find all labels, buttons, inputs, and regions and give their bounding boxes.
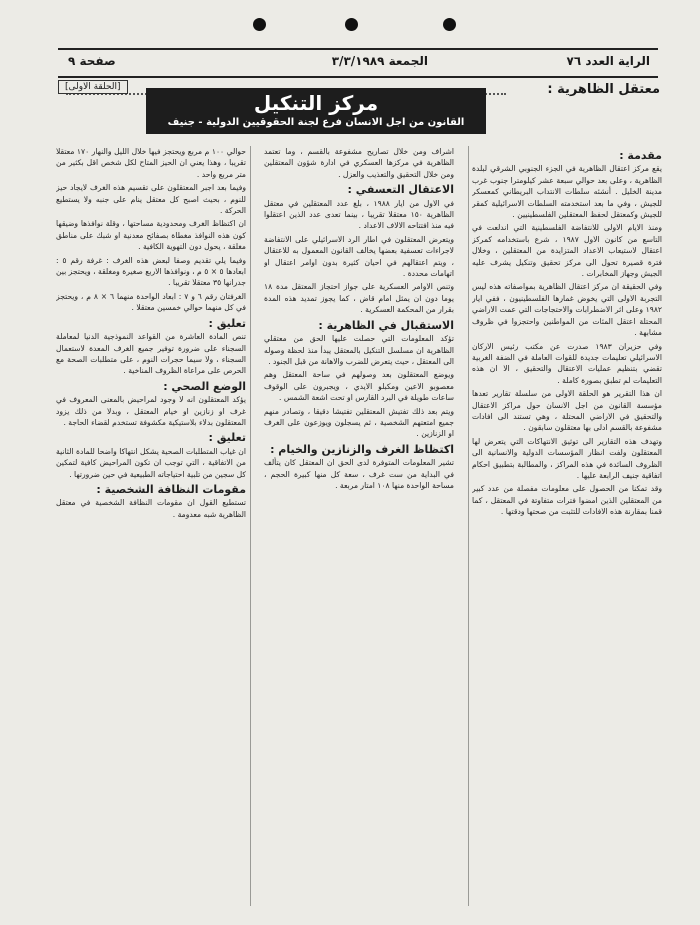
paragraph: وتنص الاوامر العسكرية على جواز احتجاز المعتقل مدة ١٨ يوما دون ان يمثل امام قاض ، كما يجوز تمديد هذه المدة بقرار من المحكمة العسكرية . (264, 282, 454, 315)
section-heading: تعليق : (208, 316, 246, 330)
page-number: صفحة ٩ (68, 54, 116, 68)
paragraph: وقد تمكنا من الحصول على معلومات مفصلة من عدد كبير من المعتقلين الذين امضوا فترات متفاوتة في المعتقل ، كما قمنا بمقارنة هذه الافادات للتثبت من صحتها ودقتها . (472, 484, 662, 517)
series-label: [الحلقة الاولى] (58, 80, 128, 94)
headline-subtitle: القانون من اجل الانسان فرع لجنة الحقوقيين الدولية - جنيف (167, 117, 465, 128)
paragraph: اشراف ومن خلال تصاريح مشفوعة بالقسم ، وما تعتمد الظاهرية في مركزها العسكري في ادارة شؤون المعتقلين ومن خلال التحقيق والتعذيب والعزل . (264, 147, 454, 179)
paragraph: يقع مركز اعتقال الظاهرية في الجزء الجنوبي الشرقي لبلدة الظاهرية ، وعلى بعد حوالي سبعة عشر كيلومترا جنوب غرب مدينة الخليل . أنشئه سلطات الانتداب البريطاني كمعسكر للجيش ، وفي ما بعد استخدمته السلطات الاسرائيلية كمقر للجيش وكمعتقل لحفظ المعتقلين الفلسطينيين . (472, 164, 662, 220)
paragraph: تؤكد المعلومات التي حصلت عليها الحق من معتقلي الظاهرية ان مسلسل التنكيل بالمعتقل يبدأ منذ لحظة وصوله الى المعتقل ، حيث يتعرض للضرب والاهانة من قبل الجنود . (264, 334, 454, 366)
article-column-3 (56, 146, 246, 906)
paragraph: وفيما بعد اجبر المعتقلون على تقسيم هذه الغرف لايجاد حيز للنوم ، بحيث اصبح كل معتقل ينام على جنبه ولا يستطيع الحركة . (56, 183, 246, 216)
issue-number: الراية العدد ٧٦ (566, 54, 650, 68)
paragraph: وفيما يلي تقديم وصفا لبعض هذه الغرف : غرفة رقم ٥ : ابعادها ٥ × ٥ م ، ونوافذها الاربع صغيرة ومغلقة ، ويحتجز بين جدرانها ٣٥ معتقلا تقريبا . (56, 255, 246, 288)
paragraph: ويوضع المعتقلون بعد وصولهم في ساحة المعتقل وهم معصوبو الاعين ومكبلو الايدي ، ويجبرون على الوقوف ساعات طويلة في البرد القارس او تحت اشعة الشمس . (264, 370, 454, 403)
paragraph: الغرفتان رقم ٦ و ٧ : ابعاد الواحدة منهما ٦ × ٨ م ، ويحتجز في كل منهما حوالي خمسين معتقلا . (56, 291, 246, 313)
article-column-1 (472, 146, 662, 906)
column-divider (250, 146, 251, 906)
paragraph: وفي حزيران ١٩٨٣ صدرت عن مكتب رئيس الاركان الاسرائيلي تعليمات جديدة للقوات العاملة في الضفة الغربية تقضي بتنظيم عمليات الاعتقال والتحقيق ، الا ان هذه التعليمات لم تطبق بصورة كاملة . (472, 341, 662, 385)
headline-banner (146, 88, 486, 134)
binder-hole-center (345, 18, 358, 31)
paragraph: ويتم بعد ذلك تفتيش المعتقلين تفتيشا دقيقا ، وتصادر منهم جميع امتعتهم الشخصية ، ثم يسجلون ويوزعون على الغرف او الزنازين . (264, 406, 454, 439)
headline-title: مركز التنكيل (253, 91, 379, 115)
section-heading: مقومات النظافة الشخصية : (96, 482, 246, 496)
paragraph: ان اكتظاظ الغرف ومحدودية مساحتها ، وقلة نوافذها وضيقها كون هذه النوافذ مغطاة بصفائح معدنية او شبك على مناطق مغلقة ، يحول دون التهوية الكافية . (56, 219, 246, 252)
paragraph: ومنذ الايام الاولى للانتفاضة الفلسطينية التي اندلعت في التاسع من كانون الاول ١٩٨٧ ، شرع باستخدامه كمركز اعتقال لاستيعاب الاعداد المتزايدة من المعتقلين ، وخلال فترة قصيرة تحول الى مركز تحقيق وتنكيل يشرف عليه الجيش وجهاز المخابرات . (472, 223, 662, 279)
section-heading: الاستقبال في الظاهرية : (318, 318, 454, 332)
paragraph: وتهدف هذه التقارير الى توثيق الانتهاكات التي يتعرض لها المعتقلون ولفت انظار المؤسسات الدولية والانسانية الى الظروف السائدة في هذه المراكز ، والمطالبة بتطبيق احكام اتفاقية جنيف الرابعة عليها . (472, 436, 662, 480)
article-column-2 (264, 146, 454, 906)
paragraph: ويتعرض المعتقلون في اطار الرد الاسرائيلي على الانتفاضة لاجراءات تعسفية بعضها يخالف القانون المعمول به للاعتقال ، ويتم اعتقالهم في احيان كثيرة بدون اوامر اعتقال او اتهامات محددة . (264, 234, 454, 279)
paragraph: وفي الحقيقة ان مركز اعتقال الظاهرية بمواصفاته هذه ليس التجربة الاولى التي يخوض غمارها الفلسطينيون ، ففي ايار ١٩٨٢ وعلى اثر الاضطرابات والاحتجاجات التي عمت الاراضي المحتلة اعتقل المئات من المواطنين واحتجزوا في ظروف مشابهة . (472, 282, 662, 338)
binder-hole-right (443, 18, 456, 31)
paragraph: في الاول من ايار ١٩٨٨ ، بلغ عدد المعتقلين في معتقل الظاهرية ١٥٠ معتقلا تقريبا ، بينما تعدى عدد الذين اعتقلوا فيه منذ افتتاحه الالاف الاعداد . (264, 198, 454, 231)
masthead-bar (58, 48, 658, 78)
column-divider (468, 146, 469, 906)
paragraph: تنص المادة العاشرة من القواعد النموذجية الدنيا لمعاملة السجناء على ضرورة توفير جميع الغرف المعدة لاستعمال السجناء ، ولا سيما حجرات النوم ، على متطلبات الصحة مع الحرص على مراعاة الظروف المناخية . (56, 332, 246, 376)
section-heading: تعليق : (208, 431, 246, 445)
binder-hole-left (253, 18, 266, 31)
paragraph: ان غياب المتطلبات الصحية يشكل انتهاكا واضحا للمادة الثانية من الاتفاقية ، التي توجب ان تكون المراحيض كافية لتمكين كل سجين من تلبية احتياجاته الطبيعية في حين ضرورتها . (56, 446, 246, 479)
paragraph: تشير المعلومات المتوفرة لدى الحق ان المعتقل كان يتألف في البداية من ست غرف ، سعة كل منها كبيرة الحجم ، مساحة الواحدة منها ١٠٨ امتار مربعة . (264, 458, 454, 490)
paragraph: حوالي ١٠٠ م مربع ويحتجز فيها خلال الليل والنهار ١٧٠ معتقلا تقريبا ، وهذا يعني ان الحيز المتاح لكل شخص اقل بكثير من متر مربع واحد . (56, 147, 246, 179)
issue-date: الجمعة ٣/٣/١٩٨٩ (331, 54, 428, 68)
section-rubric: معتقل الظاهرية : (547, 82, 660, 97)
section-heading: الاعتقال التعسفي : (347, 183, 454, 197)
paragraph: يؤكد المعتقلون انه لا وجود لمراحيض بالمعنى المعروف في غرف او زنازين او خيام المعتقل ، وبدلا من ذلك يزود المعتقلون بدلاء بلاستيكية مكشوفة تستخدم لقضاء الحاجة . (56, 395, 246, 427)
paragraph: ان هذا التقرير هو الحلقة الاولى من سلسلة تقارير تعدها مؤسسة القانون من اجل الانسان حول مراكز الاعتقال والتحقيق في الاراضي المحتلة ، وهي تستند الى افادات مشفوعة بالقسم ادلى بها معتقلون سابقون . (472, 389, 662, 433)
paragraph: تستطيع القول ان مقومات النظافة الشخصية في معتقل الظاهرية شبه معدومة . (56, 498, 246, 519)
section-heading: مقدمة : (619, 149, 662, 162)
section-heading: الوضع الصحي : (163, 379, 246, 393)
section-heading: اكتظاظ الغرف والزنازين والخيام : (270, 442, 454, 456)
